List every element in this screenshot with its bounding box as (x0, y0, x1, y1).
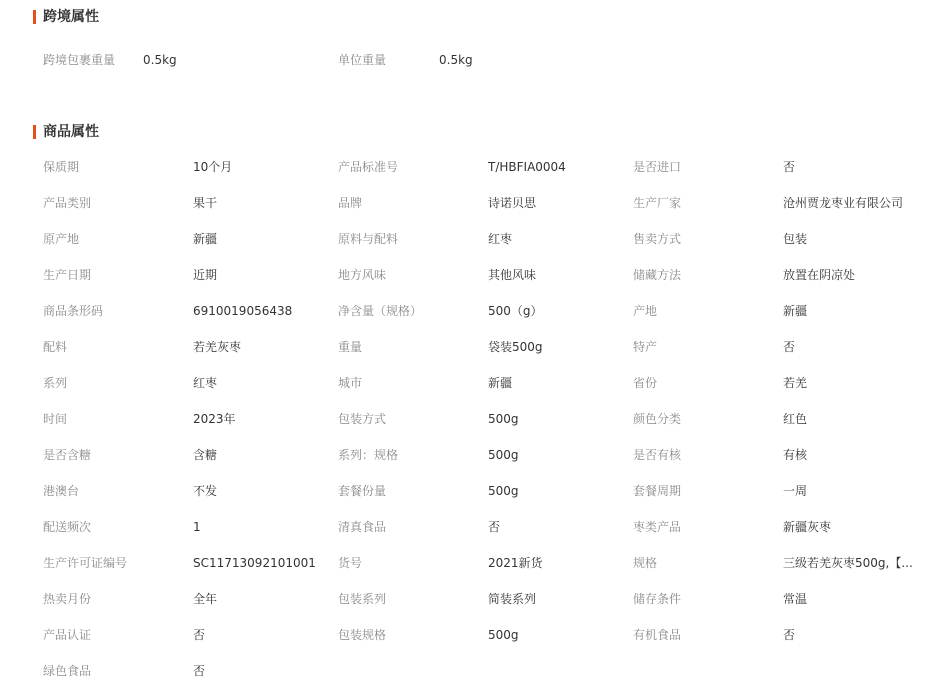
property-value: 近期 (193, 268, 218, 282)
property-label: 时间 (43, 412, 68, 426)
property-row (0, 221, 938, 257)
property-label: 地方风味 (338, 268, 387, 282)
property-label: 产品类别 (43, 196, 92, 210)
property-value: 否 (193, 628, 206, 642)
property-label: 包装方式 (338, 412, 387, 426)
property-row (0, 149, 938, 185)
property-label: 包装系列 (338, 592, 387, 606)
property-label: 生产厂家 (633, 196, 682, 210)
property-label: 货号 (338, 556, 363, 570)
section-title-accent-bar (33, 10, 36, 24)
property-label: 产品标准号 (338, 160, 399, 174)
property-value: SC11713092101001 (193, 556, 316, 570)
property-label: 重量 (338, 340, 363, 354)
property-value: 其他风味 (488, 268, 537, 282)
property-label: 储藏方法 (633, 268, 682, 282)
property-label: 绿色食品 (43, 664, 92, 678)
property-label: 是否含糖 (43, 448, 92, 462)
property-value: 红枣 (193, 376, 218, 390)
property-value: 0.5kg (143, 53, 177, 67)
property-row (0, 509, 938, 545)
property-value: 一周 (783, 484, 808, 498)
property-label: 售卖方式 (633, 232, 682, 246)
property-value: 新疆灰枣 (783, 520, 832, 534)
property-label: 保质期 (43, 160, 80, 174)
property-label: 规格 (633, 556, 658, 570)
property-value: 新疆 (488, 376, 513, 390)
property-value: 新疆 (193, 232, 218, 246)
property-value: 2023年 (193, 412, 236, 426)
property-row (0, 545, 938, 581)
section-title-text: 跨境属性 (43, 9, 99, 25)
property-value: 果干 (193, 196, 218, 210)
property-value: 三级若羌灰枣500g,【... (783, 556, 913, 570)
property-value: 红色 (783, 412, 808, 426)
property-value: 500g (488, 628, 519, 642)
property-row (0, 257, 938, 293)
property-label: 产品认证 (43, 628, 92, 642)
property-value: 否 (783, 340, 796, 354)
property-value: 6910019056438 (193, 304, 293, 318)
property-row (0, 617, 938, 653)
property-label: 是否有核 (633, 448, 682, 462)
property-value: 否 (783, 628, 796, 642)
property-label: 枣类产品 (633, 520, 682, 534)
property-label: 生产许可证编号 (43, 556, 128, 570)
cross-border-title (33, 9, 99, 25)
property-row (0, 42, 938, 78)
property-label: 单位重量 (338, 53, 387, 67)
property-value: 简装系列 (488, 592, 537, 606)
property-label: 特产 (633, 340, 658, 354)
property-row (0, 293, 938, 329)
property-label: 颜色分类 (633, 412, 682, 426)
property-value: 新疆 (783, 304, 808, 318)
property-value: 诗诺贝思 (488, 196, 537, 210)
property-value: 全年 (193, 592, 218, 606)
section-title-text: 商品属性 (43, 124, 99, 140)
property-value: 有核 (783, 448, 808, 462)
property-value: 若羌 (783, 376, 808, 390)
property-label: 港澳台 (43, 484, 80, 498)
property-label: 是否进口 (633, 160, 682, 174)
property-label: 系列 (43, 376, 68, 390)
property-value: 常温 (783, 592, 808, 606)
property-label: 品牌 (338, 196, 363, 210)
property-value: 否 (488, 520, 501, 534)
property-value: 500（g） (488, 304, 543, 318)
property-row (0, 365, 938, 401)
property-row (0, 581, 938, 617)
property-row (0, 653, 938, 689)
property-value: 沧州贾龙枣业有限公司 (783, 196, 904, 210)
property-value: T/HBFIA0004 (488, 160, 566, 174)
property-row (0, 329, 938, 365)
property-label: 跨境包裹重量 (43, 53, 116, 67)
property-value: 若羌灰枣 (193, 340, 242, 354)
property-value: 否 (783, 160, 796, 174)
product-attributes-title (33, 124, 99, 140)
property-label: 省份 (633, 376, 658, 390)
property-value: 红枣 (488, 232, 513, 246)
property-value: 放置在阴凉处 (783, 268, 856, 282)
property-value: 2021新货 (488, 556, 543, 570)
property-value: 不发 (193, 484, 218, 498)
property-value: 含糖 (193, 448, 218, 462)
property-row (0, 401, 938, 437)
property-value: 否 (193, 664, 206, 678)
property-label: 热卖月份 (43, 592, 92, 606)
property-row (0, 437, 938, 473)
property-value: 500g (488, 484, 519, 498)
property-value: 500g (488, 448, 519, 462)
property-label: 原料与配料 (338, 232, 399, 246)
property-label: 清真食品 (338, 520, 387, 534)
section-title-accent-bar (33, 125, 36, 139)
property-label: 有机食品 (633, 628, 682, 642)
property-value: 袋装500g (488, 340, 543, 354)
property-value: 10个月 (193, 160, 233, 174)
property-label: 包装规格 (338, 628, 387, 642)
property-label: 城市 (338, 376, 363, 390)
property-value: 0.5kg (439, 53, 473, 67)
property-row (0, 185, 938, 221)
property-row (0, 473, 938, 509)
property-label: 套餐周期 (633, 484, 682, 498)
property-label: 原产地 (43, 232, 80, 246)
property-value: 包装 (783, 232, 808, 246)
property-label: 配送频次 (43, 520, 92, 534)
property-label: 商品条形码 (43, 304, 104, 318)
property-label: 产地 (633, 304, 658, 318)
property-value: 1 (193, 520, 201, 534)
property-label: 储存条件 (633, 592, 682, 606)
property-label: 净含量（规格） (338, 304, 423, 318)
property-label: 套餐份量 (338, 484, 387, 498)
property-value: 500g (488, 412, 519, 426)
property-label: 生产日期 (43, 268, 92, 282)
property-label: 系列：规格 (338, 448, 399, 462)
property-label: 配料 (43, 340, 68, 354)
